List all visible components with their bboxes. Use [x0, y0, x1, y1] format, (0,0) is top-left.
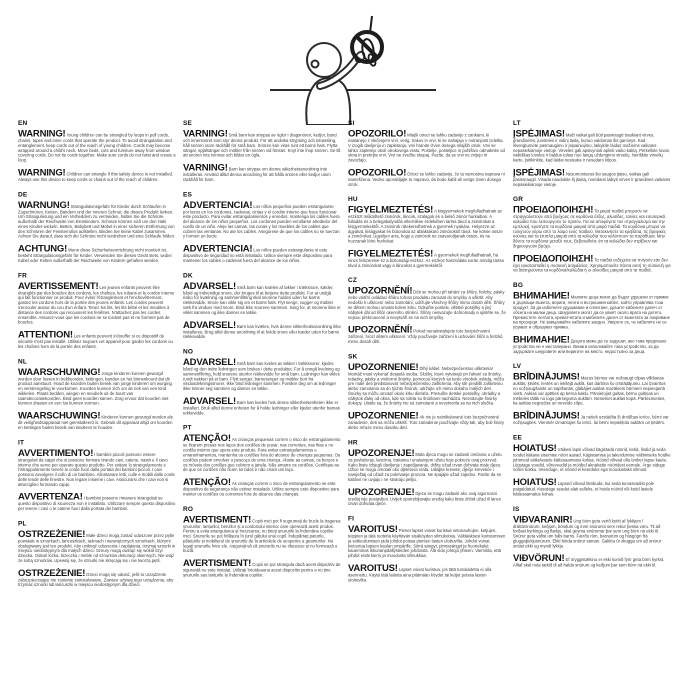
- language-code: LV: [513, 362, 522, 370]
- warning-body-2: A gyermekek megfulladhatnak, ha nincs felszerelve ez a biztonsági eszköz. Az eszköz használata során mindig tartsa távol a zsinórokat vagy a láncokat a gyermekektől.: [348, 252, 504, 268]
- no-cord-loop-pictogram: [260, 0, 440, 125]
- warning-paragraph-2: [18, 330, 176, 349]
- language-block: [18, 519, 176, 587]
- language-code: FR: [18, 271, 27, 279]
- warning-paragraph-2: [348, 325, 506, 344]
- language-code: SI: [348, 119, 355, 127]
- warning-body-1: Τα μικρά παιδιά μπορούν να στραγγαλιστούν από βρόχους σε κορδόνια έλξης, αλυσίδες, ταινίες και εσωτερικά καλώδια που λειτουργούν το προϊόν. Για να αποφύγετε τον στραγγαλισμό και την εμπλοκή, κρατήστε τα κορδόνια μακριά από μικρά παιδιά. Τα κορδόνια μπορεί να τυλιχτούν γύρω από το λαιμό ενός παιδιού. Μετακινήστε τα κρεβάτια, τις βρεφικές κούνιες και τα έπιπλα μακριά από τα καλώδια που καλύπτουν τα παράθυρα. Μην δένετε τα κορδόνια μεταξύ τους. Βεβαιωθείτε ότι τα καλώδια δεν στρίβουν και δημιουργούν βρόχο.: [513, 208, 666, 249]
- warning-paragraph-2: [348, 487, 506, 506]
- warning-body-2: Otroci se lahko zadavijo, če ta varnostna naprava ni nameščena. Vedno uporabljajte to napravo, da bodo kabli ali verige izven dosega otrok.: [348, 171, 505, 187]
- warning-body-1: Väikesi lapsi võivad kägistada nöörid, ketid, lindid ja seda toodet käitava sisemise nööri aasad. Kägistamise ja takerdumise vältimiseks hoidke juhtmeid väikelastele kättesaamatus kohas. Nöörid võivad olla ümber lapse kaela. Liigutage voodid, võrevoodid ja mööbel aknakatte nööridest eemale. Ärge siduge nööre kokku. Veenduge, et nöörid ei keerduks ega moodustaks silmust.: [513, 446, 671, 473]
- warning-body-1: Małe dzieci mogą zostać uduszone przez pętle powstałe w sznurkach, łańcuszkach, taśmach i wewnętrznych sznurkach, którymi obsługiwany jest ten produkt. Aby uniknąć uduszenia i zaplątania, trzymaj sznurki w miejscu niedostępnym dla małych dzieci. Sznury mogą owinąć się wokół szyi dziecka. Odsuń łóżka, łóżeczka i meble od sznurków dekoracji okiennych. Nie wiąż ze sobą sznurków. Upewnij się, że sznurki nie skręcają się i nie tworzą pętli.: [18, 532, 176, 563]
- language-block: [348, 438, 506, 506]
- warning-body-2: Pokud nenainstalujete toto bezpečnostní zařízení, hrozí dětem uškrcení. Vždy používejte zařízení k uchování šňůr a řetízků mimo dosah dětí.: [348, 328, 503, 345]
- warning-paragraph-1: [348, 362, 506, 406]
- warning-paragraph-1: [348, 448, 506, 482]
- warning-body-1: Mazus bērnus var nožņaugt cilpas vilkšanas auklās, ķēdēs, lentēs un iekšējā auklā, kas darbina šo izstrādājumu. Lai izvairītos no nožņaugšanās un sapīšanās, glabājiet auklas mazākiem bērniem nepieejamā vietā. Auklas var aptīties ap bērna kaklu. Pārvietojiet gultas, bērnu gultiņas un mēbeles tālāk no logu pārseguma auklām. Nesieniet auklas kopā. Pārliecinieties, ka auklas negriežas un neveido cilpu.: [513, 375, 666, 406]
- warning-title-2: FIGYELMEZTETÉS!: [348, 248, 434, 259]
- warning-paragraph-1: [18, 367, 176, 406]
- language-code: BG: [513, 281, 524, 289]
- warning-body-2: Kinderen kunnen gewurgd worden als dit veiligheidsapparaat niet geïnstalleerd is. Gebruik dit apparaat altijd om koorden en kettingen buiten bereik van kinderen te houden.: [18, 414, 173, 430]
- language-block: [183, 424, 341, 497]
- warning-paragraph-1: [513, 291, 671, 330]
- language-block: [348, 515, 506, 583]
- strangulation-hazard-figure: [260, 0, 440, 125]
- warning-paragraph-1: [183, 281, 341, 315]
- language-block: [348, 119, 506, 187]
- warning-body-1: Mala djeca mogu se zadaviti omčama u užetu za povlačenje, lancima, trakama i unutarnjem užetu koje pokreće ovaj proizvod. Kako biste izbjegli davljenje i zapetljavanje, držite užad izvan dohvata male djece. Užice se mogu omotati oko djetetova vrata. Udaljite krevete, dječje krevetiće i namještaj od užadi za pokrivanje prozora. Ne spajajte užad zajedno. Pazite da se kablovi ne uvijaju i ne stvaraju petlju.: [348, 451, 502, 482]
- warning-body-2: Dzieci mogą się udusić, jeśli to urządzenie zabezpieczające nie zostanie zainstalowane. Zawsze używaj tego urządzenia, aby trzymać sznurki lub łańcuszki w miejscu niedostępnym dla dzieci.: [18, 571, 174, 588]
- language-block: [513, 195, 671, 273]
- warning-title-1: ADVARSEL!: [183, 357, 236, 368]
- warning-body-1: Pienet lapset voivat kuristua vetonauhojen, ketjujen, teippien ja tätä tuotetta käyttävän sisäköyden silmukoista. Välttääksesi kuristumisen ja sotkeutumisen pidä johdot poissa pienten lasten ulottuvilta. Johdot voivat kietoutua lapsen kaulan ympärille. Siirrä sängyt, pinnasängyt ja huonekalut kauemmas ikkunanpäällysteiden johdoista. Älä sido johtoja yhteen. Varmista, että johdot eivät kierry ja muodosta silmukkaa.: [348, 528, 506, 559]
- language-columns: [18, 119, 673, 596]
- warning-title-1: ΠΡΟΕΙΔΟΠΟΙΗΣΗ!: [513, 204, 594, 216]
- warning-paragraph-2: [183, 163, 341, 182]
- language-code: IS: [513, 504, 520, 513]
- warning-body-1: A kisgyermekek megfulladhatnak az eszközt működtető zsinórok, láncok, szalagok és a belső zsinór hurkaiban. A fulladás és a belegabalyodás elkerülése érdekében tartsa távol a zsinórokat a kisgyermekektől. A zsinórok rátekeredhetnek a gyermek nyakára. Helyezze az ágyakat, kiságyakat és bútorokat az ablaktakaró zsinóroktól távol. Ne kösse össze a zsinórokat. Ügyeljen arra, hogy a zsinórok ne csavarodjanak össze, és ne hozzanak létre hurkokat.: [348, 208, 503, 244]
- warning-body-1: Los niños pequeños pueden estrangularse por lazos en los cordones, cadenas, cintas y el cordón interno que hace funcionar este producto. Para evitar estrangulamientos y enredos, mantenga los cables fuera del alcance de los niños pequeños. Los cordones pueden enrollarse alrededor del cuello de un niño. Aleje las camas, las cunas y los muebles de los cables que cubren las ventanas. No ate los cables. Asegúrese de que los cables no se tuerzan y formen un bucle.: [183, 203, 340, 239]
- warning-body-2: Barn kan strypas om denna säkerhetsanordning inte installeras. Använd alltid denna anordning för att hålla snören eller kedjor utom räckhåll för barn.: [183, 166, 331, 182]
- warning-title-2: AVVERTENZA!: [18, 491, 83, 503]
- language-block: [348, 195, 506, 268]
- warning-title-1: UPOZORNENIE!: [348, 361, 419, 373]
- crossed-out-cord-icon: [352, 16, 382, 67]
- warning-body-2: Børn kan kvæles, hvis denne sikkerhedsanordning ikke installeres. Brug altid denne anordning til at holde snore eller kæder uden for børns rækkevidde.: [183, 323, 341, 340]
- warning-paragraph-1: [348, 205, 506, 244]
- warning-paragraph-1: [513, 515, 671, 549]
- warning-title-1: AVERTISMENT!: [183, 514, 252, 525]
- warning-body-1: Děti se mohou při tahání za šňůry, řetízky, pásky nebo vnitřní ovládací šňůru tohoto produktu zamotat do smyčky a uškrtit. Aby nedošlo k uškrcení nebo zamotání, udržujte všechny šňůry mimo dosah dětí. Šňůry se dětem mohou omotat kolem krku. Odsuňte postele, dětské postýlky a jiný nábytek dál od šňůr okenního stínění. Šňůry nesvazujte dohromady a ujistěte se, že nejsou překroucené a nevytváří se na nich smyčky.: [348, 289, 506, 320]
- warning-paragraph-2: [513, 254, 671, 273]
- warning-body-2: Wenn diese Sicherheitsvorrichtung nicht montiert ist, besteht Strangulationsgefahr für Kinder. Verwenden Sie dieses Gerät stets, wobei Kabel oder Ketten außerhalb der Reichweite von Kindern gehalten werden.: [18, 247, 172, 263]
- warning-body-1: Jonge kinderen kunnen gewurgd worden door lussen in trekkoorden, kettingen, banden en het binnenkoord dat dit product aanstuurt. Houd de koorden buiten bereik van jonge kinderen om wurging en verstrengeling te voorkomen. Koorden kunnen zich om de nek van een kind wikkelen. Plaats bedden, wiegen en meubels uit de buurt van raamdecoratiekoorden. Bind geen koorden samen. Zorg ervoor dat koorden niet kunnen draaien en een lus kunnen vormen.: [18, 370, 172, 406]
- warning-body-2: Τα παιδιά ενδέχεται να πνιγούν εάν δεν έχει εγκατασταθεί η συσκευή ασφαλείας. Χρησιμοποιείτε πάντα αυτή τη συσκευή για να διατηρούνται τα κορδόνια/καλώδια ή οι αλυσίδες μακριά από τα παιδιά.: [513, 257, 671, 273]
- warning-title-1: VIÐVARANIR!: [513, 514, 573, 525]
- warning-paragraph-1: [513, 443, 671, 472]
- warning-paragraph-2: [348, 411, 506, 430]
- warning-body-2: Децата може да се задушат, ако това предпазно устройство не е инсталирано. Винаги използвайте това устройство, за да задържате шнуровете или веригите на място, недостъпно за деца.: [513, 338, 667, 354]
- warning-title-2: VARNING!: [183, 162, 228, 174]
- language-block: [18, 357, 176, 430]
- warning-body-2: Copiii se pot strangula dacă acest dispozitiv de siguranță nu este instalat. Utilizați întotdeauna acest dispozitiv pentru a nu ține șnururile sau lanțurile la îndemâna copiilor.: [183, 562, 341, 578]
- warning-title-1: OPOZORILO!: [348, 128, 407, 139]
- warning-paragraph-1: [18, 281, 176, 325]
- warning-title-2: WARNING!: [18, 167, 66, 178]
- warning-title-2: AVERTISMENT!: [183, 558, 252, 569]
- warning-title-1: HOIATUS!: [513, 442, 557, 454]
- language-code: DK: [183, 271, 193, 279]
- warning-title-1: ВНИМАНИЕ!: [513, 290, 570, 302]
- warning-title-2: ΠΡΟΕΙΔΟΠΟΙΗΣΗ!: [513, 253, 594, 264]
- warning-title-2: ADVERTENCIA!: [183, 243, 253, 255]
- warning-title-1: AVVERTIMENTO!: [18, 447, 94, 459]
- language-code: EE: [513, 433, 522, 441]
- warning-title-2: ACHTUNG!: [18, 243, 68, 255]
- language-block: [348, 276, 506, 344]
- warning-body-2: Lapset voivat kuristua, jos tätä turvalaitetta ei olla asennettu. Käytä tätä laitetta aina pitämään köydet tai ketjut poissa lasten ulottuvilta.: [348, 566, 492, 583]
- warning-paragraph-1: [18, 448, 176, 487]
- warning-paragraph-1: [348, 129, 506, 163]
- warning-title-1: VAROITUS!: [348, 524, 398, 535]
- child-figure: [306, 43, 366, 125]
- warning-paragraph-2: [18, 568, 176, 587]
- warning-title-2: ADVARSEL!: [183, 395, 236, 407]
- language-code: SK: [348, 352, 358, 360]
- language-columns-area: [18, 119, 682, 697]
- language-code: CZ: [348, 276, 357, 284]
- warning-body-2: Los niños pueden estrangularse si este dispositivo de seguridad no está instalado. Utilice siempre este dispositivo para mantener los cables o cadenas fuera del alcance de los niños.: [183, 247, 333, 263]
- warning-paragraph-1: [183, 358, 341, 392]
- warning-body-1: Strangulationsgefahr für Kinder durch Schlaufen in Zugschnüren, Ketten, Bändern und der inneren Schnur, die dieses Produkt lenken. Um Strangulierung und ein Verheddern zu vermeiden, halten Sie die Schnüre außerhalb der Reichweite von Kleinkindern. Schnüre können sich um den Hals eines Kindes wickeln. Betten, Babybett und Möbel in einer sicheren Entfernung von den Schnüren der Fensterrollos aufstellen. Binden Sie keine Kabel zusammen. Achten Sie darauf, dass sich die Schnüre nicht verdrehen und eine Schlaufe bilden.: [18, 203, 176, 239]
- language-block: [18, 190, 176, 263]
- warning-paragraph-2: [348, 249, 506, 268]
- warning-paragraph-2: [18, 411, 176, 430]
- warning-paragraph-2: [183, 320, 341, 339]
- warning-paragraph-1: [513, 129, 671, 163]
- language-block: [513, 433, 671, 496]
- warning-body-2: Lapsed võivad lämbuda, kui seda turvaseadist pole paigaldatud. Kasutage seadet alati selleks, et hoida nöörid või ketid lastele kättesaamatus kohas.: [513, 481, 655, 497]
- warning-paragraph-2: [513, 478, 671, 497]
- warning-body-1: Copiii mici pot fi sugrumați de bucle la tragerea șnururilor, lanțurilor, benzilor și a cordonului interior care operează acest produs. Pentru a evita strangularea și încurcarea, nu țineți șnururile la îndemâna copiilor mici. Șnururile se pot înfășura în jurul gâtului unui copil. Îndepărtați paturile, pătuțurile și mobilierul de șnururile de la articolele de acoperire a geamurilor. Nu legați șnururile între ele. Asigurați-vă că șnururile nu se răsucesc și nu formează o buclă.: [183, 518, 341, 554]
- language-block: [18, 119, 176, 182]
- column-2: [183, 119, 341, 596]
- language-block: [183, 505, 341, 578]
- warning-title-2: VIÐVÖRUN!: [513, 553, 565, 564]
- language-block: [183, 190, 341, 263]
- warning-body-1: Små barn kan kveles av løkker i trekksnorer, kjeder, bånd og den indre ledningen som brukes i dette produktet. For å unngå kvelning og sammenfiltring, hold snorene utenfor rekkevidde for små barn. Ledninger kan vikles rundt nakken på et barn. Flytt senger, barnesenger og møbler bort fra vindusdekningssnorer. Ikke bind ledninger sammen. Forsikre deg om at ledninger ikke tvinner seg sammen og danner en løkke.: [183, 361, 340, 392]
- warning-paragraph-2: [348, 563, 506, 582]
- warning-title-2: ĮSPĖJIMAS!: [513, 167, 565, 178]
- language-code: PT: [183, 423, 192, 432]
- warning-title-2: UPOZORNENIE!: [348, 410, 419, 422]
- warning-paragraph-1: [18, 129, 176, 163]
- warning-title-2: ATTENTION!: [18, 329, 73, 341]
- column-1: [18, 119, 176, 596]
- warning-paragraph-1: [18, 529, 176, 563]
- warning-paragraph-1: [183, 200, 341, 239]
- warning-title-2: OSTRZEŻENIE!: [18, 567, 86, 579]
- warning-title-1: ADVERTENCIA!: [183, 199, 253, 211]
- warning-body-2: Nesumontavus šio saugos įtaiso, vaikas gali pasismaugti. Visada naudokite šį įtaisą, norėdami laikyti virves ir grandines vaikams nepasiekiamoje vietoje.: [513, 171, 671, 187]
- language-code: HU: [348, 195, 358, 203]
- language-code: NL: [18, 357, 27, 365]
- warning-title-1: UPOZORENJE!: [348, 447, 415, 459]
- warning-title-1: WAARSCHUWING!: [18, 366, 101, 378]
- column-4: [513, 119, 671, 596]
- warning-title-1: UPOZORNĚNÍ!: [348, 285, 413, 297]
- warning-paragraph-2: [183, 478, 341, 497]
- warning-title-1: BRĪDINĀJUMS!: [513, 371, 580, 383]
- warning-body-1: Mlajši otroci se lahko zadavijo z zankami, ki nastanejo z vlečenjem vrvi, verig, trakov in vrvi, ki se nahajajo v notranjosti izdelka. V izogib davljenju in zapletanju, vrvi hranite izven dosega mlajših otrok. Vrvi se lahko zapletejo okoli otrokovega vratu. Postelje, posteljice in pohištvo odmaknite od okna in prekrijte vrvi. Vrvi ne zvežite skupaj. Pazite, da se vrvi ne zvijejo in zavozlajo.: [348, 132, 505, 163]
- language-code: FI: [348, 514, 355, 523]
- warning-title-2: OPOZORILO!: [348, 167, 407, 178]
- warning-paragraph-1: [348, 286, 506, 320]
- language-code: IT: [18, 438, 25, 446]
- warning-body-2: Djeca se mogu zadaviti ako ovaj sigurnosni uređaj nije postavljen. Uvijek upotrebljavajte uređaj kako biste držali užad ili lance izvan dohvata djece.: [348, 490, 502, 507]
- warning-paragraph-2: [513, 335, 671, 354]
- warning-body-1: Young children can be strangled by loops in pull cords, chains, tapes and inner cords that operate the product. To avoid strangulation and entanglement, keep cords out of the reach of young children. Cords may become wrapped around a child's neck. Move beds, cots and furniture away from window covering cords. Do not tie cords together. Make sure cords do not twist and create a loop.: [18, 132, 176, 163]
- language-block: [513, 505, 671, 568]
- warning-paragraph-2: [183, 244, 341, 263]
- warning-body-2: Les enfants peuvent s'étouffer si ce dispositif de sécurité n'est pas installé. Utilisez toujours cet appareil pour garder les cordons ou les chaînes hors de la portée des enfants.: [18, 333, 173, 349]
- language-block: [513, 362, 671, 425]
- warning-title-2: ВНИМАНИЕ!: [513, 334, 570, 345]
- language-block: [513, 281, 671, 354]
- warning-title-1: ĮSPĖJIMAS!: [513, 128, 565, 139]
- warning-title-1: WARNING!: [18, 128, 66, 139]
- warning-paragraph-2: [183, 396, 341, 415]
- warning-paragraph-2: [18, 168, 176, 182]
- warning-title-2: UPOZORNĚNÍ!: [348, 324, 413, 336]
- language-code: GR: [513, 195, 524, 203]
- warning-paragraph-1: [183, 434, 341, 473]
- warning-body-1: Små børn kan kvæles af løkker i træksnore, kæder, bånd og indvendige snore, der bruges til at betjene dette produkt. For at undgå risiko for kvælning og sammenfiltring skal snorene holdes uden for børns rækkevidde. Snore kan vikle sig om et barns hals. Flyt senge, vugger og møbler væk fra vinduer med snore. Bind ikke snorene sammen. Sørg for, at snorene ikke er viklet sammen og ikke danner en løkke.: [183, 284, 341, 315]
- language-code: EN: [18, 119, 28, 127]
- warning-paragraph-2: [183, 559, 341, 578]
- language-code: LT: [513, 119, 521, 127]
- warning-title-1: FIGYELMEZTETÉS!: [348, 204, 434, 216]
- warning-title-2: WAARSCHUWING!: [18, 410, 101, 422]
- warning-title-2: VAROITUS!: [348, 562, 398, 574]
- language-block: [183, 271, 341, 339]
- warning-paragraph-2: [18, 244, 176, 263]
- warning-body-2: Ef öryggistækinu er ekki komið fyrir geta börn kyrkst. Alltaf skal nota tækið til að halda snúrum og keðjum þar sem börn ná ekki til.: [513, 557, 665, 568]
- language-code: PL: [18, 519, 27, 527]
- warning-paragraph-1: [513, 205, 671, 249]
- warning-title-1: OSTRZEŻENIE!: [18, 528, 86, 540]
- warning-title-2: BRĪDINĀJUMS!: [513, 410, 580, 422]
- warning-title-1: ADVARSEL!: [183, 280, 236, 292]
- language-code: RO: [183, 504, 194, 513]
- warning-title-2: UPOZORENJE!: [348, 486, 415, 498]
- warning-body-1: Maži vaikai gali būti pasmaugti traukiant virves, grandinėles, juosteles ir vidinį laidą, kuriuo valdomas šis gaminys. Kad išvengtumėte pasmaugimo ir įsipainiojimo, laikykite laidus mažiems vaikams nepasiekiamoje vietoje. Virvelės gali apsivynioti aplink vaiko kaklą. Perkelkite lovas, vaikiškas loveles ir baldus toliau nuo langų uždengimo virvelių. Neriškite virvelių kartu. Įsitikinkite, kad laidai nesisuka ir nesudaro kilpos.: [513, 132, 671, 163]
- warning-body-1: Les jeunes enfants peuvent être étranglés par des boucles des cordons, les chaînes, les rubans et le cordon interne qui fait fonctionner ce produit. Pour éviter l'étranglement et l'enchevêtrement, gardez les cordons hors de la portée des jeunes enfants. Les cordes peuvent s'enrouler autour du cou d'un enfant. Tenez les lits, les lits bébé et les meubles à distance des cordons qui recouvrent les fenêtres. N'attachez pas les cordes ensemble. Assurez-vous que les cordons ne se tordent pas et ne forment pas de boucles.: [18, 284, 175, 325]
- warning-title-2: ATENÇÃO!: [183, 477, 231, 488]
- language-block: [183, 119, 341, 182]
- language-block: [18, 271, 176, 349]
- warning-paragraph-2: [18, 492, 176, 511]
- warning-paragraph-1: [183, 515, 341, 554]
- warning-paragraph-2: [513, 554, 671, 568]
- warning-paragraph-1: [348, 525, 506, 559]
- warning-title-1: ATENÇÃO!: [183, 433, 231, 444]
- warning-paragraph-2: [513, 168, 671, 187]
- warning-body-1: Dlhý kábel. Nebezpečenstvo uškrtenia! Montáž musí vykonať dospelá osoba. Slučky, ktoré vytvárajú pri ťahaní za šnúrky, retiazky, pásky a vnútorné šnúrky, pomocou ktorých sa tento výrobok ovláda, môžu pre malé deti predstavovať nebezpečenstvo zaškrtenia. Aby ste predišli zaškrteniu alebo zamotaniu sa do týchto šnúrok, udržujte ich mimo dosahu malých detí. Šnúrky sa môžu omotať okolo krku dieťaťa. Presuňte detské postieľky, ohrádky a nábytok ďalej od okna, kde sa roleta so šnúrkami nachádza. Nezväzujte šnúrky dokopy. Uistite sa, že šnúrky nie sú zamotané a nevytvorila sa na nich slučka.: [348, 365, 504, 406]
- warning-title-1: AVERTISSEMENT!: [18, 280, 99, 292]
- warning-title-1: WARNUNG!: [18, 199, 70, 211]
- language-code: NO: [183, 347, 194, 356]
- warning-title-2: HOIATUS!: [513, 477, 557, 488]
- warning-title-1: VARNING!: [183, 128, 228, 139]
- warning-body-2: I bambini possono rimanere strangolati se questo dispositivo di sicurezza non è installato. Utilizzare sempre questo dispositivo per tenere i cavi o le catene fuori dalla portata dei bambini.: [18, 495, 176, 512]
- warning-paragraph-1: [513, 372, 671, 406]
- warning-body-1: Ung börn geta verið kyrkt af lykkjum í dráttarsnúrum, keðjum, böndum og innri snúrunni sem rekur þessa vöru. Til að forðast kyrkingu og flækju, skal geyma snúrurnar þar sem ung börn ná ekki til. Snúrur geta vafist um háls barns. Færðu rúm, barnarúm og húsgögn frá gluggaþekjusnúrum. Ekki binda snúrur saman. Gakktu úr skugga um að snúrur snúist ekki og myndi lykkju.: [513, 518, 662, 549]
- language-block: [18, 438, 176, 511]
- warning-body-1: As crianças pequenas correm o risco de estrangulamento se ficarem presas nos laços dos cordões de puxar, nas correntes, nas fitas e no cordão interno que opera este produto. Para evitar estrangulamentos e emaranhamentos, mantenha os cordões fora do alcance de crianças pequenas. Os cordões podem envolver o pescoço de uma criança. Afaste as camas, os berços e os móveis dos cordões que cobrem a janela. Não amarre os cordões. Certifique-se de que os cordões não ficam torcidos e não criam um laço.: [183, 437, 341, 473]
- language-block: [348, 352, 506, 430]
- warning-paragraph-2: [348, 168, 506, 187]
- language-block: [183, 348, 341, 416]
- warning-body-1: I bambini piccoli possono essere strangolati da cappi che si possono formare tirando cavi, catene, nastri e il cavo interno che serve per operare questo prodotto. Per evitare lo strangolamento e l'intrappolamento tenere le corde fuori dalla portata dei bambini piccoli. I cavi possono avvolgere il collo di un bambino. Allontanare letti, culle e mobili dalle corde delle tende delle finestre. Non legare insieme i cavi. Assicurarsi che i cavi non si attorciglino formando cappi.: [18, 451, 175, 487]
- warning-body-2: Ja netiek uzstādīta šī drošības ierīce, bērni var nožņaugties. Vienmēr izmantojiet šo ierīci, lai bērni nepiekļūtu auklām un ķēdēm.: [513, 414, 669, 426]
- language-code: ES: [183, 190, 192, 198]
- warning-title-2: ADVARSEL!: [183, 319, 236, 331]
- language-code: DE: [18, 190, 28, 198]
- warning-paragraph-1: [183, 129, 341, 158]
- warning-body-2: Ak nie je nainštalované toto bezpečnostné zariadenie, deti sa môžu uškrtiť. Toto zariadenie používajte vždy tak, aby boli šnúry alebo reťaze mimo dosahu detí.: [348, 414, 505, 430]
- warning-body-1: Små barn kan strypas av öglor i dragsnören, kedjor, band och innersnöret som styr denna produkt. För att undvika strypning och intrassling, håll snören utom räckhåll för små barn. Snören kan viras runt ett barns hals. Flytta sängar, spjälsängar och möbler från snören vid fönster. Knyt inte ihop snören. Se till att snören inte tvinnas och bildar en ögla.: [183, 132, 341, 158]
- warning-paragraph-2: [513, 411, 671, 425]
- warning-body-1: Малките деца могат да бъдат удушени от примки в дърпащи въжета, вериги, ленти и вътрешния кабел, който управлява този продукт. За да избегнете удушаване и сплитане, дръжте кабелите далеч от обсега на малки деца. Шнуровете могат да се увият около врата на детето. Преместете леглата, креватчетата и мебелите далеч от въжетата за покриване на прозорци. Не завързвайте кабелите заедно. Уверете се, че кабелите не се усукват и образуват примка.: [513, 294, 671, 330]
- warning-body-2: Children can strangle if this safety device is not installed. Always use this device to keep cords or chains out of the reach of children.: [18, 171, 174, 182]
- language-code: HR: [348, 438, 358, 446]
- warning-body-2: As crianças correm o risco de estrangulamento se este dispositivo de segurança não estiver instalado. Utilize sempre este dispositivo para manter os cordões ou correntes fora do alcance das crianças.: [183, 481, 340, 497]
- warning-paragraph-1: [18, 200, 176, 239]
- language-block: [513, 119, 671, 187]
- language-code: SE: [183, 119, 192, 127]
- column-3: [348, 119, 506, 596]
- warning-body-2: Barn kan kveles hvis denne sikkerhetsenheten ikke er installert. Bruk alltid denne enheten for å holde ledninger eller kjeder utenfor barnas rekkevidde.: [183, 399, 340, 416]
